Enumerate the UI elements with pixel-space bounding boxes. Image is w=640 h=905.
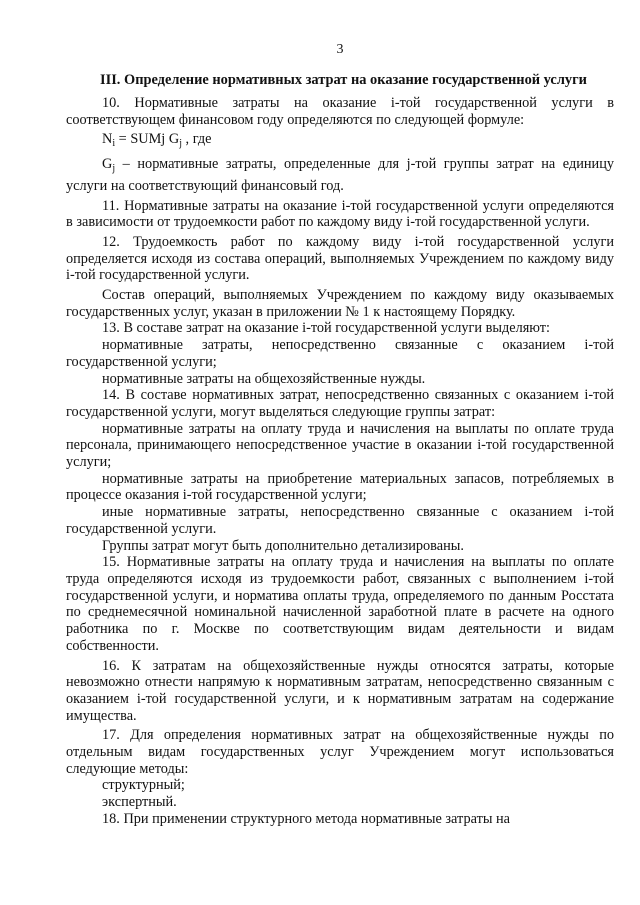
paragraph-18: 18. При применении структурного метода нормативные затраты на [102,810,510,827]
formula-lhs-sub: i [112,138,116,150]
paragraph-17a: структурный; [102,777,185,794]
paragraph-16: 16. К затратам на общехозяйственные нужды относятся затраты, которые невозможно отнести напрямую к нормативным затратам, непосредственно связанным с оказанием i-той государственной услуги, и к нормативным затратам на содержание имущества. [66,657,614,724]
formula-mid: = SUMj G [115,131,180,148]
gj-symbol-sub: j [112,163,116,175]
paragraph-10: 10. Нормативные затраты на оказание i-той государственной услуги в соответствующем финансовом году определяются по следующей формуле: [66,95,614,128]
formula-lhs: N [102,131,113,148]
paragraph-14b: нормативные затраты на приобретение материальных запасов, потребляемых в процессе оказания i-той государственной услуги; [66,470,614,504]
paragraph-12: 12. Трудоемкость работ по каждому виду i-той государственной услуги определяется исходя из состава операций, выполняемых Учреждением по каждому виду i-той государственной услуги. [66,233,614,284]
gj-definition: – нормативные затраты, определенные для j-той группы затрат на единицу услуги на соответствующий финансовый год. [66,156,614,194]
paragraph-14: 14. В составе нормативных затрат, непосредственно связанных с оказанием i-той государственной услуги, могут выделяться следующие группы затрат: [66,387,614,420]
paragraph-13: 13. В составе затрат на оказание i-той государственной услуги выделяют: [102,320,551,337]
paragraph-13b: нормативные затраты на общехозяйственные нужды. [102,370,426,387]
paragraph-gj [66,156,614,194]
paragraph-13a: нормативные затраты, непосредственно связанные с оказанием i-той государственной услуги; [66,337,614,370]
paragraph-14a: нормативные затраты на оплату труда и начисления на выплаты по оплате труда персонала, принимающего непосредственное участие в оказании i-той государственной услуги; [66,420,614,471]
paragraph-12b: Состав операций, выполняемых Учреждением по каждому виду оказываемых государственных услуг, указан в приложении № 1 к настоящему Порядку. [66,287,614,320]
paragraph-17: 17. Для определения нормативных затрат на общехозяйственные нужды по отдельным видам государственных услуг Учреждением могут использоваться следующие методы: [66,727,614,777]
paragraph-14d: Группы затрат могут быть дополнительно детализированы. [102,537,464,554]
paragraph-17b: экспертный. [102,794,177,811]
paragraph-15: 15. Нормативные затраты на оплату труда и начисления на выплаты по оплате труда определяются исходя из трудоемкости работ, связанных с выполнением i-той государственной услуги, и норматива оплаты труда, определяемого по данным Росстата по среднемесячной номинальной начисленной заработной плате в расчете на одного работника по г. Москве по соответствующим видам деятельности и видам собственности. [66,554,614,654]
paragraph-14c: иные нормативные затраты, непосредственно связанные с оказанием i-той государственной услуги. [66,504,614,537]
paragraph-11: 11. Нормативные затраты на оказание i-той государственной услуги определяются в зависимости от трудоемкости работ по каждому виду i-той государственной услуги. [66,197,614,231]
formula [66,131,614,153]
formula-mid-sub: j [179,138,182,150]
page-number: 3 [336,42,344,57]
gj-symbol: G [102,156,113,173]
section-title: III. Определение нормативных затрат на оказание государственной услуги [100,72,587,88]
formula-tail: , где [181,131,212,148]
